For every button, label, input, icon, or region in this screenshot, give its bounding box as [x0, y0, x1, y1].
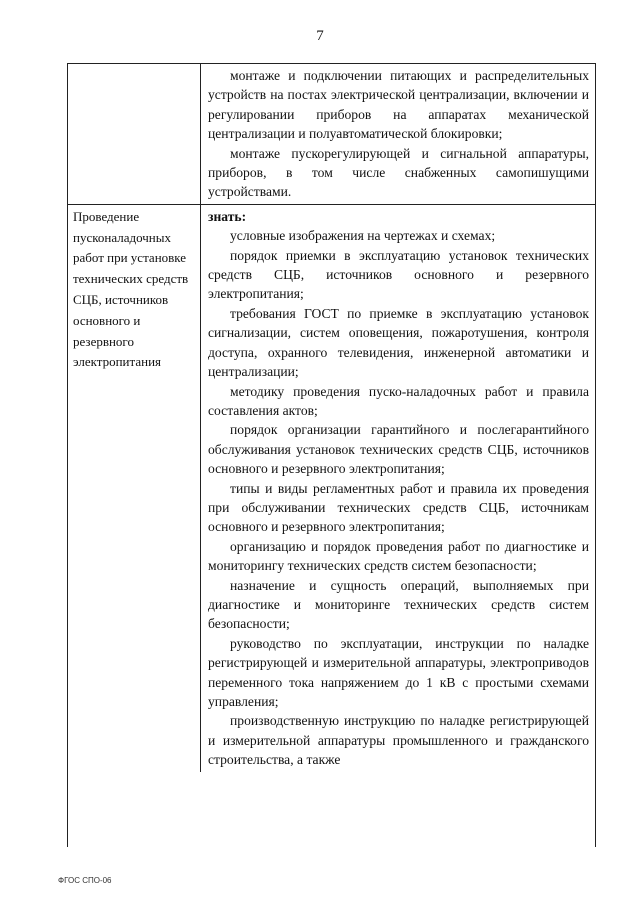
list-item: требования ГОСТ по приемке в эксплуатацию установок сигнализации, систем оповещения, пожаротушения, контроля доступа, охранного телевидения, инженерной автоматики и централизации; [208, 305, 589, 380]
table-row [68, 205, 595, 772]
competency-table [67, 63, 596, 847]
activity-cell [68, 64, 201, 204]
list-item: организацию и порядок проведения работ по диагностике и мониторингу технических средств систем безопасности; [208, 538, 589, 574]
section-heading: знать: [208, 208, 247, 224]
list-item: монтаже пускорегулирующей и сигнальной аппаратуры, приборов, в том числе снабженных самопишущими устройствами. [208, 145, 589, 200]
content-cell [201, 205, 595, 772]
list-item: монтаже и подключении питающих и распределительных устройств на постах электрической централизации, включении и регулировании приборов на аппаратах механической централизации и полуавтоматической блокировки; [208, 68, 589, 142]
list-item: условные изображения на чертежах и схемах; [230, 228, 496, 244]
list-item: производственную инструкцию по наладке регистрирующей и измерительной аппаратуры промышленного и гражданского строительства, а также [208, 713, 589, 768]
table-row [68, 64, 595, 205]
list-item: порядок приемки в эксплуатацию установок технических средств СЦБ, источников основного и резервного электропитания; [208, 247, 589, 302]
activity-cell: Проведение пусконаладочных работ при установке технических средств СЦБ, источников основного и резервного электропитания [68, 205, 201, 772]
list-item: порядок организации гарантийного и послегарантийного обслуживания установок технических средств СЦБ, источников основного и резервного электропитания; [208, 422, 589, 477]
list-item: методику проведения пуско-наладочных работ и правила составления актов; [208, 383, 589, 418]
list-item: руководство по эксплуатации, инструкции по наладке регистрирующей и измерительной аппаратуры, электроприводов переменного тока напряжением до 1 кВ с простыми схемами управления; [208, 635, 589, 709]
footer-label: ФГОС СПО-06 [58, 876, 112, 885]
list-item: назначение и сущность операций, выполняемых при диагностике и мониторинге технических средств систем безопасности; [208, 577, 589, 632]
list-item: типы и виды регламентных работ и правила их проведения при обслуживании технических средств СЦБ, источникам основного и резервного электропитания; [208, 480, 589, 535]
page-number: 7 [316, 28, 324, 44]
content-cell [201, 64, 595, 204]
